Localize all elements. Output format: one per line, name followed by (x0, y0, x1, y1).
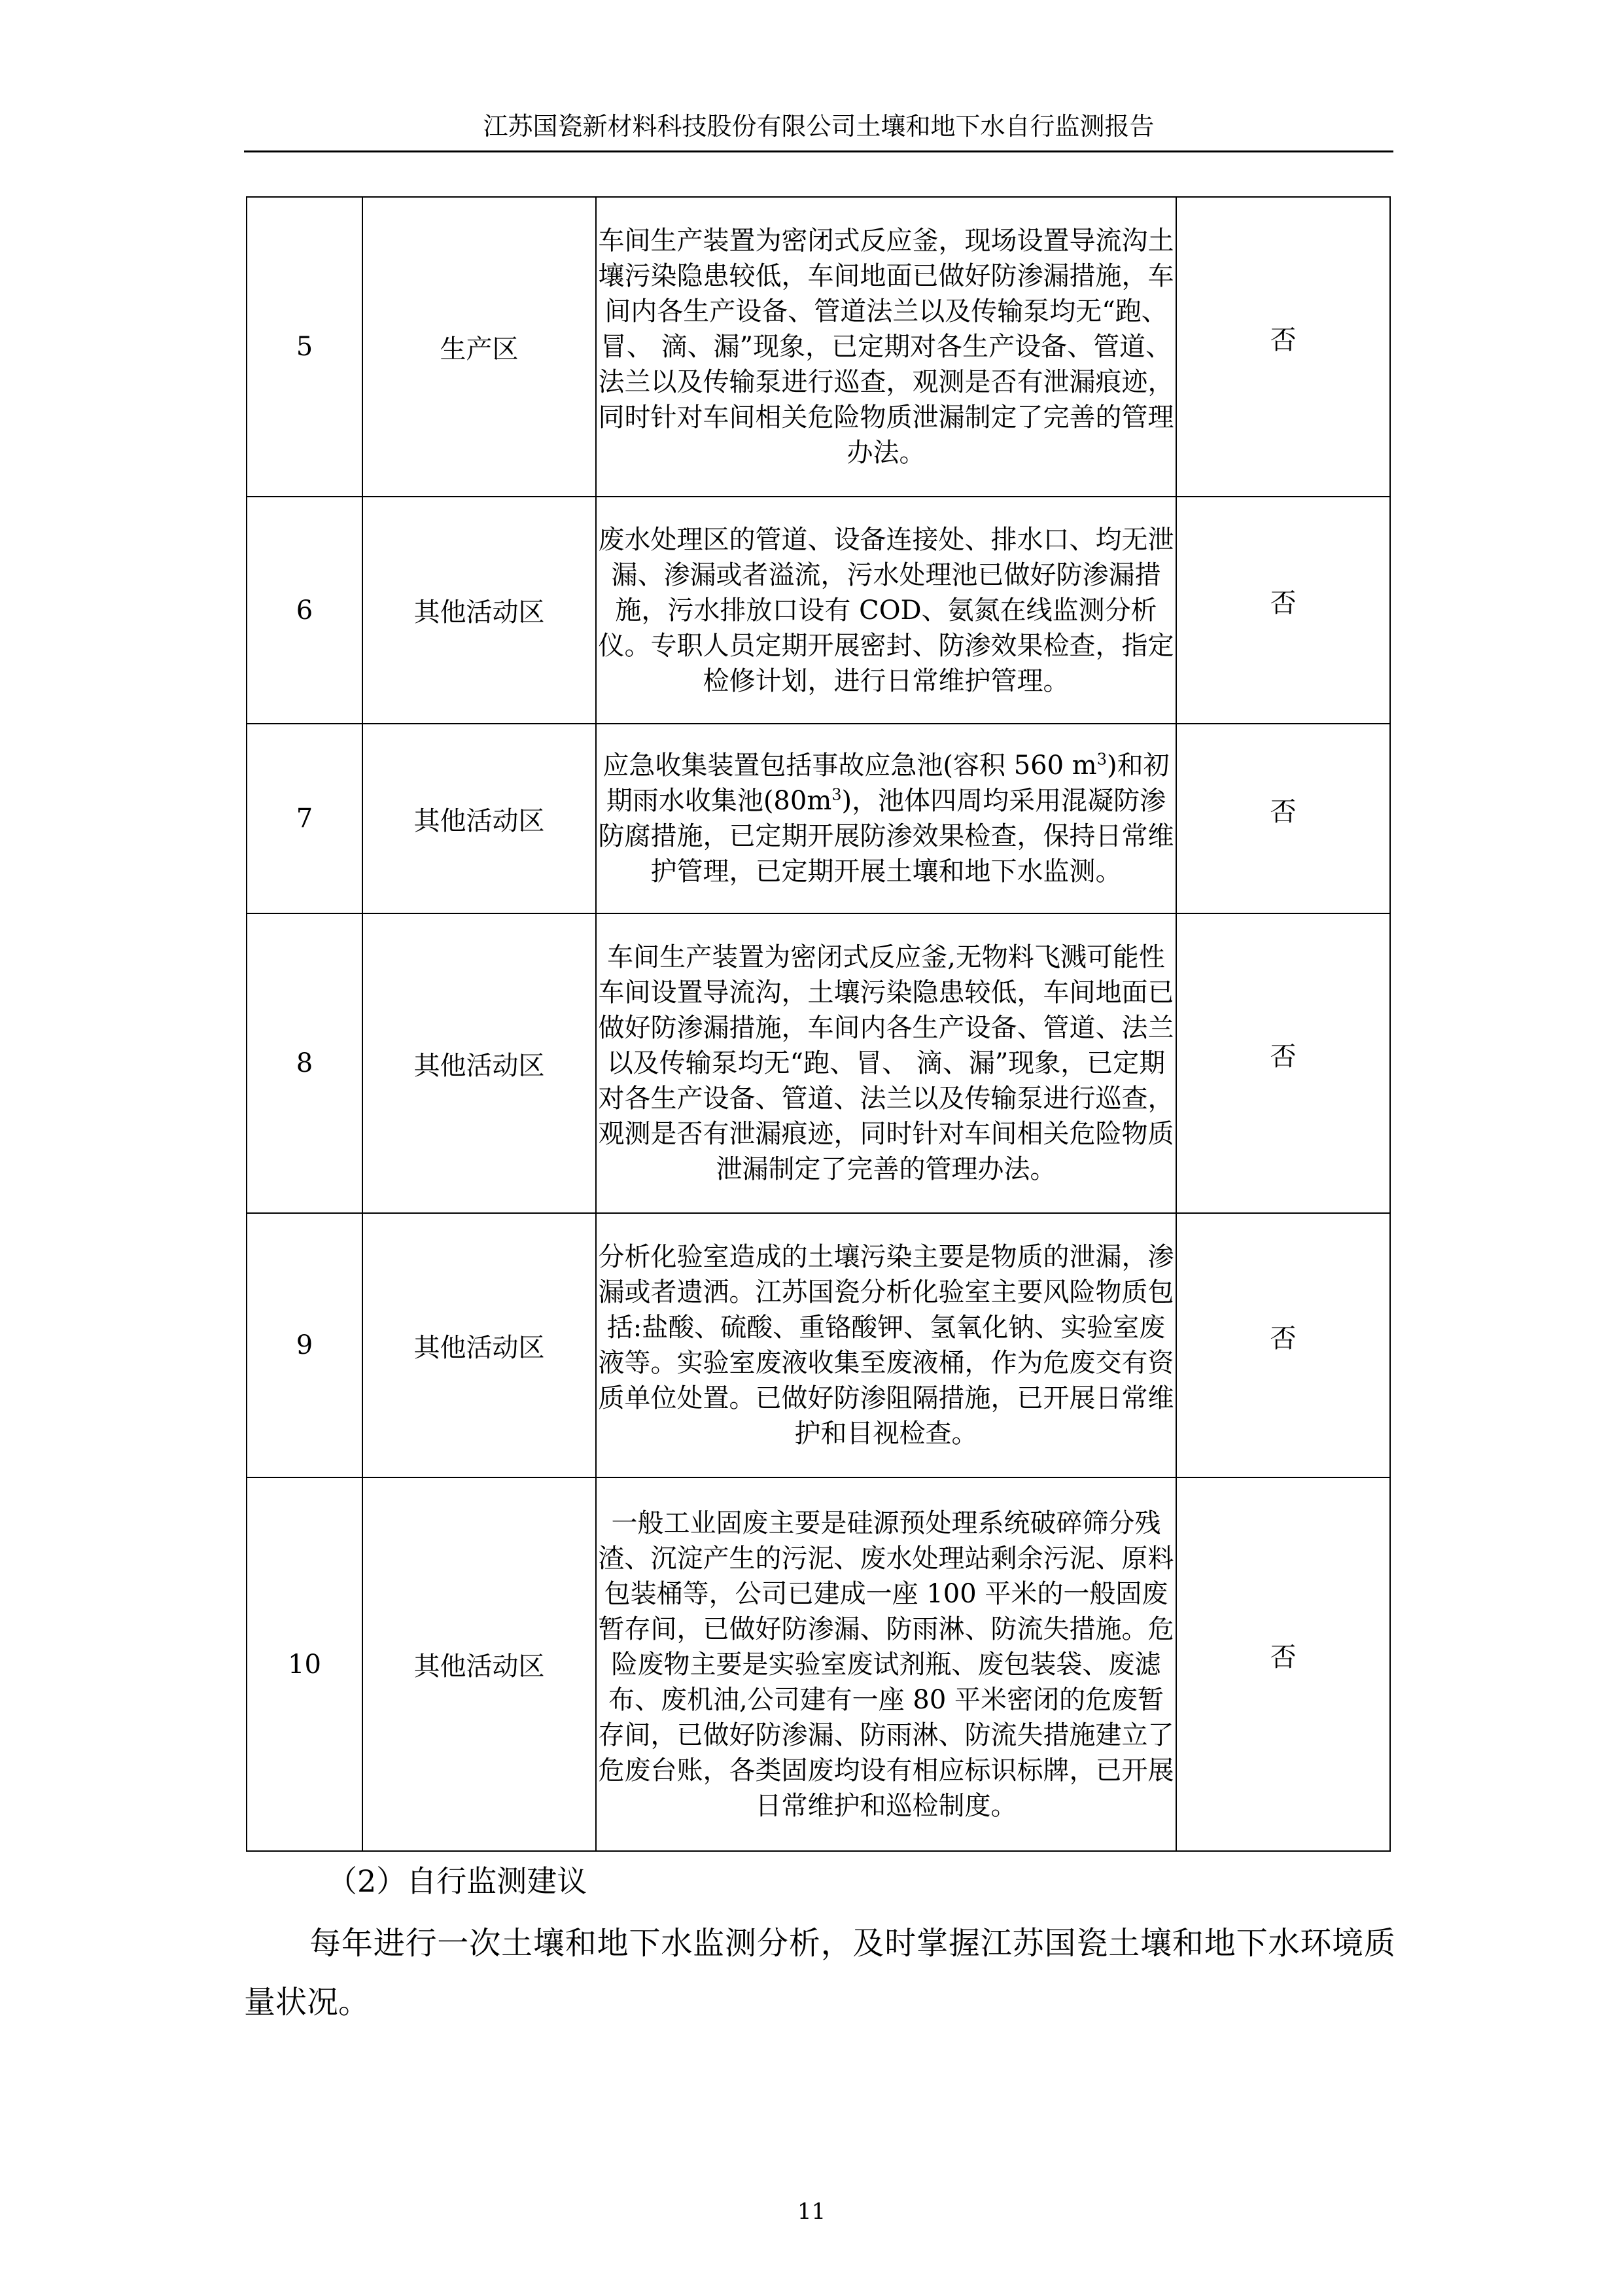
status-value: 否 (1270, 796, 1297, 827)
measure-description (596, 1213, 1176, 1477)
area-cell: 其他活动区 (362, 724, 596, 913)
status-value: 否 (1270, 1323, 1297, 1354)
measure-description (596, 724, 1176, 913)
area-cell: 其他活动区 (362, 913, 596, 1213)
row-number: 7 (247, 724, 362, 913)
measure-description (596, 497, 1176, 724)
page-header-title: 江苏国瓷新材料科技股份有限公司土壤和地下水自行监测报告 (483, 112, 1155, 141)
status-value: 否 (1270, 588, 1297, 618)
superscript: 3 (1096, 750, 1107, 769)
table-row (247, 197, 1390, 497)
status-cell (1176, 197, 1390, 497)
row-number: 5 (247, 197, 362, 497)
description-text: 废水处理区的管道、设备连接处、排水口、均无泄漏、渗漏或者溢流，污水处理池已做好防渗漏措施，污水排放口设有 COD、氨氮在线监测分析仪。专职人员定期开展密封、防渗效果检查，指定检修计划，进行日常维护管理。 (598, 524, 1174, 696)
area-cell: 其他活动区 (362, 1477, 596, 1851)
table-row (247, 724, 1390, 913)
row-number: 10 (247, 1477, 362, 1851)
section-paragraph: 每年进行一次土壤和地下水监测分析，及时掌握江苏国瓷土壤和地下水环境质量状况。 (244, 1925, 1395, 2021)
status-cell (1176, 497, 1390, 724)
description-part: 应急收集装置包括事故应急池(容积 560 m (602, 751, 1097, 781)
area-cell: 生产区 (362, 197, 596, 497)
row-number: 6 (247, 497, 362, 724)
table-row (247, 913, 1390, 1213)
row-number: 8 (247, 913, 362, 1213)
measures-table (246, 196, 1391, 1852)
status-value: 否 (1270, 1041, 1297, 1072)
section-subheading: （2）自行监测建议 (327, 1863, 587, 1899)
row-number: 9 (247, 1213, 362, 1477)
status-value: 否 (1270, 325, 1297, 355)
status-cell (1176, 1213, 1390, 1477)
measure-description (596, 1477, 1176, 1851)
measure-description (596, 197, 1176, 497)
status-value: 否 (1270, 1642, 1297, 1672)
superscript: 3 (831, 785, 842, 804)
description-text: 车间生产装置为密闭式反应釜,无物料飞溅可能性车间设置导流沟，土壤污染隐患较低，车间地面已做好防渗漏措施，车间内各生产设备、管道、法兰以及传输泵均无“跑、冒、 滴、漏”现象，已定期对各生产设备、管道、法兰以及传输泵进行巡查，观测是否有泄漏痕迹，同时针对车间相关危险物质泄漏制定了完善的管理办法。 (598, 942, 1174, 1184)
area-cell: 其他活动区 (362, 1213, 596, 1477)
description-text: 车间生产装置为密闭式反应釜，现场设置导流沟土壤污染隐患较低，车间地面已做好防渗漏措施，车间内各生产设备、管道法兰以及传输泵均无“跑、冒、 滴、漏”现象，已定期对各生产设备、管道、法兰以及传输泵进行巡查，观测是否有泄漏痕迹，同时针对车间相关危险物质泄漏制定了完善的管理办法。 (598, 226, 1174, 468)
description-part: )，池体四周均采用混凝防渗防腐措施，已定期开展防渗效果检查，保持日常维护管理，已定期开展土壤和地下水监测。 (598, 786, 1174, 887)
table-row (247, 1477, 1390, 1851)
description-text: 分析化验室造成的土壤污染主要是物质的泄漏，渗漏或者遗洒。江苏国瓷分析化验室主要风险物质包括:盐酸、硫酸、重铬酸钾、氢氧化钠、实验室废液等。实验室废液收集至废液桶，作为危废交有资质单位处置。已做好防渗阻隔措施，已开展日常维护和目视检查。 (598, 1242, 1174, 1449)
status-cell (1176, 913, 1390, 1213)
status-cell (1176, 1477, 1390, 1851)
table-row (247, 497, 1390, 724)
description-part: )和初期雨水收集池(80m (606, 751, 1170, 816)
header-divider (244, 150, 1393, 152)
description-text: 一般工业固废主要是硅源预处理系统破碎筛分残渣、沉淀产生的污泥、废水处理站剩余污泥、原料包装桶等，公司已建成一座 100 平米的一般固废暂存间，已做好防渗漏、防雨淋、防流失措施。危险废物主要是实验室废试剂瓶、废包装袋、废滤布、废机油,公司建有一座 80 平米密闭的危废暂存间，已做好防渗漏、防雨淋、防流失措施建立了危废台账，各类固废均设有相应标识标牌，已开展日常维护和巡检制度。 (598, 1508, 1174, 1821)
status-cell (1176, 724, 1390, 913)
table-row (247, 1213, 1390, 1477)
measure-description (596, 913, 1176, 1213)
description-text (597, 748, 1176, 889)
page-number: 11 (797, 2199, 826, 2225)
area-cell: 其他活动区 (362, 497, 596, 724)
